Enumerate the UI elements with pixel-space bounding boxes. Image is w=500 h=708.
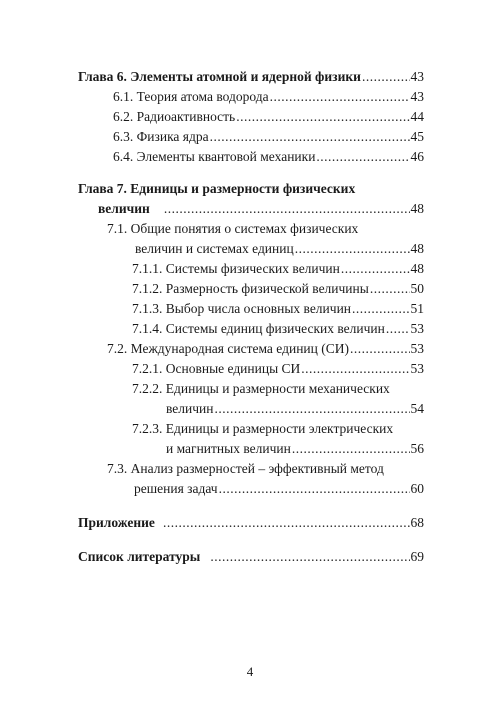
toc-entry-7-2-2-cont[interactable] [166, 399, 424, 419]
toc-entry-appendix[interactable] [78, 513, 424, 533]
toc-entry-7-1-1[interactable] [132, 259, 424, 279]
dot-leader [316, 147, 409, 167]
toc-entry-title: 7.3. Анализ размерностей – эффективный метод [107, 461, 384, 476]
toc-entry-7-3-cont[interactable] [134, 479, 424, 499]
toc-page-number: 56 [410, 441, 424, 456]
toc-entry-title: 7.1.4. Системы единиц физических величин [132, 321, 385, 336]
toc-entry-title: 6.3. Физика ядра [113, 129, 209, 144]
dot-leader [362, 67, 410, 87]
dot-leader [215, 399, 410, 419]
toc-page-number: 69 [410, 549, 424, 564]
toc-entry-references[interactable] [78, 547, 424, 567]
dot-leader [292, 439, 410, 459]
toc-page-number: 46 [410, 149, 424, 164]
toc-entry-7-1-cont[interactable] [135, 239, 424, 259]
toc-page-number: 50 [410, 281, 424, 296]
toc-entry-7-2-3[interactable] [132, 419, 424, 439]
toc-entry-7-2-2[interactable] [132, 379, 424, 399]
toc-entry-title: Список литературы [78, 549, 201, 564]
toc-entry-7-3[interactable] [107, 459, 424, 479]
toc-page-number: 60 [410, 481, 424, 496]
dot-leader [350, 339, 409, 359]
dot-leader [370, 279, 410, 299]
toc-entry-7-1-3[interactable] [132, 299, 424, 319]
toc-entry-title: и магнитных величин [166, 441, 291, 456]
toc-entry-6-3[interactable] [113, 127, 424, 147]
dot-leader [341, 259, 410, 279]
toc-entry-title: решения задач [134, 481, 218, 496]
dot-leader [301, 359, 409, 379]
dot-leader [219, 479, 410, 499]
toc-entry-7-1-2[interactable] [132, 279, 424, 299]
toc-page-number: 43 [410, 89, 424, 104]
toc-entry-7-1[interactable] [107, 219, 424, 239]
dot-leader [163, 513, 410, 533]
toc-page-number: 53 [410, 341, 424, 356]
toc-page-number: 51 [410, 301, 424, 316]
dot-leader [352, 299, 409, 319]
toc-page-number: 43 [410, 69, 424, 84]
toc-entry-title: величин и системах единиц [135, 241, 294, 256]
toc-entry-title: 7.1. Общие понятия о системах физических [107, 221, 359, 236]
toc-entry-title: Глава 6. Элементы атомной и ядерной физики [78, 69, 361, 84]
dot-leader [210, 547, 409, 567]
toc-page-number: 48 [410, 241, 424, 256]
toc-page-number: 44 [410, 109, 424, 124]
toc-entry-7-2[interactable] [107, 339, 424, 359]
toc-entry-title: 7.2.1. Основные единицы СИ [132, 361, 301, 376]
toc-page-number: 53 [410, 321, 424, 336]
toc-entry-7-2-3-cont[interactable] [166, 439, 424, 459]
toc-entry-title: 6.4. Элементы квантовой механики [113, 149, 316, 164]
toc-entry-6-4[interactable] [113, 147, 424, 167]
dot-leader [236, 107, 409, 127]
toc-entry-title: 7.2.3. Единицы и размерности электрических [132, 421, 394, 436]
toc-entry-title: Приложение [78, 515, 155, 530]
toc-page-number: 48 [410, 201, 424, 216]
toc-page-number: 54 [410, 401, 424, 416]
toc-page-number: 48 [410, 261, 424, 276]
toc-entry-title: 7.2. Международная система единиц (СИ) [107, 341, 350, 356]
dot-leader [295, 239, 410, 259]
toc-entry-7-2-1[interactable] [132, 359, 424, 379]
toc-page-number: 45 [410, 129, 424, 144]
page-number: 4 [246, 664, 254, 679]
toc-entry-title: величин [166, 401, 214, 416]
toc-entry-chapter-6[interactable] [78, 67, 424, 87]
toc-entry-6-1[interactable] [113, 87, 424, 107]
dot-leader [270, 87, 410, 107]
toc-entry-title: 7.1.1. Системы физических величин [132, 261, 340, 276]
toc-entry-title: величин [98, 201, 150, 216]
toc-entry-title: 7.1.3. Выбор числа основных величин [132, 301, 352, 316]
toc-entry-title: 7.1.2. Размерность физической величины [132, 281, 369, 296]
toc-entry-title: 6.1. Теория атома водорода [113, 89, 269, 104]
toc-entry-title: 6.2. Радиоактивность [113, 109, 236, 124]
dot-leader [386, 319, 410, 339]
toc-entry-title: 7.2.2. Единицы и размерности механических [132, 381, 390, 396]
toc-page-number: 68 [410, 515, 424, 530]
toc-page-number: 53 [410, 361, 424, 376]
dot-leader [164, 199, 410, 219]
toc-entry-7-1-4[interactable] [132, 319, 424, 339]
toc-entry-title: Глава 7. Единицы и размерности физических [78, 181, 356, 196]
toc-entry-6-2[interactable] [113, 107, 424, 127]
toc-entry-chapter-7-cont[interactable] [98, 199, 424, 219]
dot-leader [210, 127, 410, 147]
toc-entry-chapter-7[interactable] [78, 179, 424, 199]
